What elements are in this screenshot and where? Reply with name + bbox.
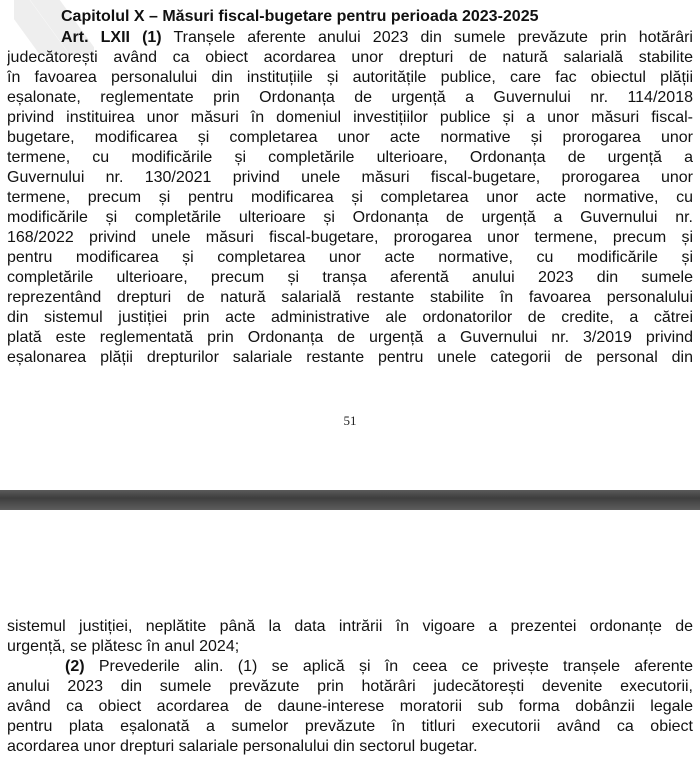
page-separator <box>0 490 700 510</box>
text-line: având ca obiect acordarea de daune-interese moratorii sub forma dobânzii legale <box>7 698 693 715</box>
text-line: judecătorești având ca obiect acordarea unor drepturi de natură salarială stabilite <box>7 49 693 66</box>
document-page-52 <box>0 510 700 765</box>
text-line: pentru plata eșalonată a sumelor prevăzute în titluri executorii având ca obiect <box>7 718 693 735</box>
text-line: reprezentând drepturi de natură salarială restante stabilite în favoarea personalului <box>7 289 693 306</box>
text-line: eșalonate, reglementate prin Ordonanța de urgență a Guvernului nr. 114/2018 <box>7 89 693 106</box>
text-line: modificările și completările ulterioare și Ordonanța de urgență a Guvernului nr. <box>7 209 693 226</box>
text-line: completările ulterioare, precum și tranșa aferentă anului 2023 din sumele <box>7 269 693 286</box>
text-line: în favoarea personalului din instituțiile și autoritățile publice, care fac obiectul plății <box>7 69 693 86</box>
text-line: din sistemul justiției prin acte administrative ale ordonatorilor de credite, a cătrei <box>7 309 693 326</box>
text-line: privind instituirea unor măsuri în domeniul investițiilor publice și a unor măsuri fiscal- <box>7 109 693 126</box>
paragraph-number: (1) <box>142 29 162 46</box>
line-text: Tranșele aferente anului 2023 din sumele prevăzute prin hotărâri <box>173 29 693 46</box>
text-line: anului 2023 din sumele prevăzute prin hotărâri judecătorești devenite executorii, <box>7 678 693 695</box>
text-line: termene, cu modificările și completările ulterioare, Ordonanța de urgență a <box>7 149 693 166</box>
chapter-heading: Capitolul X – Măsuri fiscal-bugetare pentru perioada 2023-2025 <box>61 8 539 25</box>
article-lxii-paragraph-1-continued <box>7 617 693 657</box>
text-line: Guvernului nr. 130/2021 privind unele măsuri fiscal-bugetare, prorogarea unor <box>7 169 693 186</box>
text-line: acordarea unor drepturi salariale personalului din sectorul bugetar. <box>7 738 478 755</box>
article-lxii-paragraph-1 <box>7 28 693 368</box>
text-line <box>7 657 693 677</box>
text-line: plată este reglementată prin Ordonanța de urgență a Guvernului nr. 3/2019 privind <box>7 329 693 346</box>
text-line: eșalonarea plății drepturilor salariale restante pentru unele categorii de personal din <box>7 349 693 366</box>
text-line: pentru modificarea și completarea unor acte normative, cu modificările și <box>7 249 693 266</box>
text-line: termene, precum și pentru modificarea și completarea unor acte normative, cu <box>7 189 693 206</box>
text-line: bugetare, modificarea și completarea unor acte normative și prorogarea unor <box>7 129 693 146</box>
paragraph-number: (2) <box>65 658 85 675</box>
page-number: 51 <box>343 413 357 428</box>
article-label: Art. LXII <box>61 29 130 46</box>
line-text: Prevederile alin. (1) se aplică și în ceea ce privește tranșele aferente <box>98 658 693 675</box>
article-lxii-paragraph-2 <box>7 657 693 757</box>
text-line: 168/2022 privind unele măsuri fiscal-bugetare, prorogarea unor termene, precum și <box>7 229 693 246</box>
text-line: sistemul justiției, neplătite până la data intrării în vigoare a prezentei ordonanțe de <box>7 618 693 635</box>
text-line <box>7 28 693 48</box>
text-line: urgență, se plătesc în anul 2024; <box>7 638 240 655</box>
